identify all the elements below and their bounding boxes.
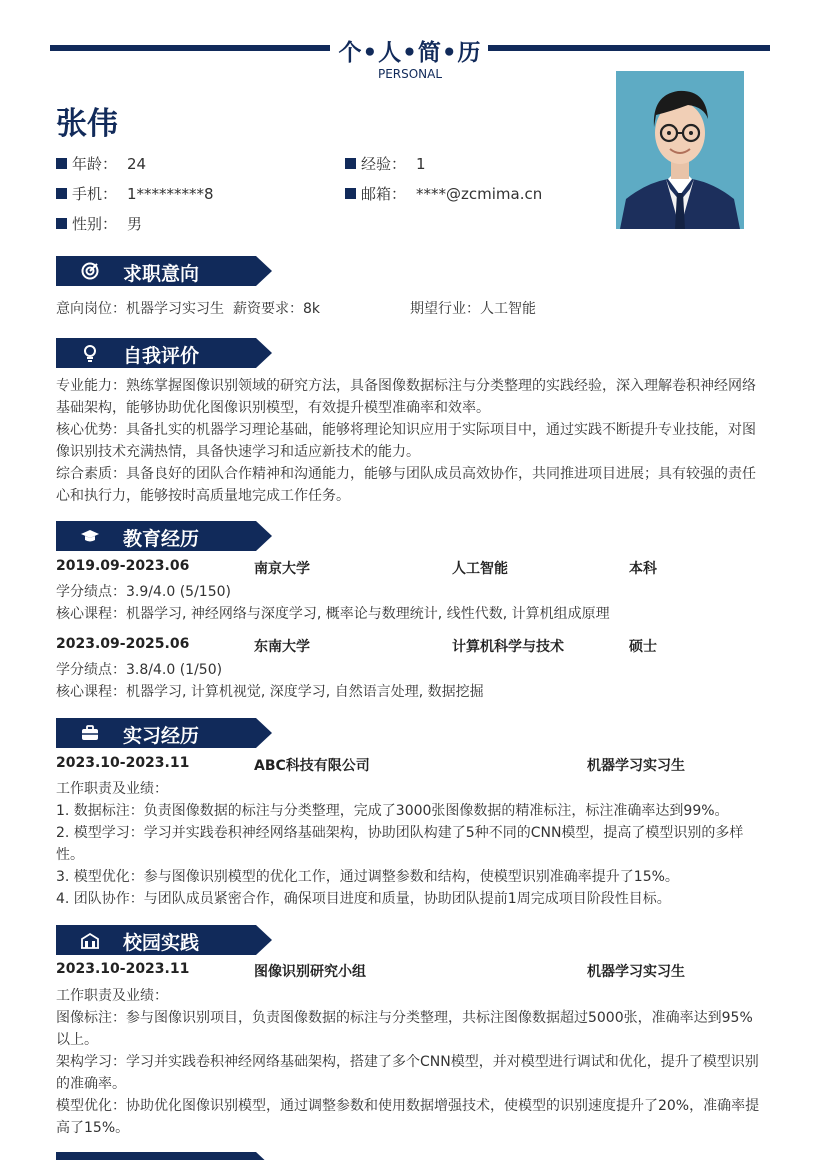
bullet-square-icon: [56, 218, 67, 229]
campus-duty-2: 架构学习：学习并实践卷积神经网络基础架构，搭建了多个CNN模型，并对模型进行调试和优化，提升了模型识别的准确率。: [56, 1054, 759, 1092]
edu-date: 2019.09-2023.06: [56, 558, 190, 574]
bulb-icon: [80, 343, 100, 363]
internship-duty-4: 4. 团队协作：与团队成员紧密合作，确保项目进度和质量，协助团队提前1周完成项目阶段性目标。: [56, 891, 671, 907]
edu-degree: 硕士: [629, 639, 657, 655]
internship-date: 2023.10-2023.11: [56, 755, 190, 771]
internship-duty-3: 3. 模型优化：参与图像识别模型的优化工作，通过调整参数和结构，使模型识别准确率提升了15%。: [56, 869, 679, 885]
bullet-square-icon: [56, 158, 67, 169]
bullet-square-icon: [345, 158, 356, 169]
candidate-name: 张伟: [56, 106, 118, 142]
email-label: 邮箱：: [361, 185, 407, 203]
campus-duties-label: 工作职责及业绩：: [56, 988, 168, 1004]
info-age: [56, 153, 146, 174]
education-row: [56, 558, 766, 580]
edu-major: 计算机科学与技术: [452, 639, 564, 655]
industry-label: 期望行业：: [410, 301, 480, 317]
section-title-internship: 实习经历: [123, 725, 200, 747]
edu-school: 南京大学: [254, 561, 310, 577]
info-gender: [56, 213, 142, 234]
age-label: 年龄：: [72, 155, 118, 173]
person-portrait-icon: [616, 71, 744, 229]
campus-row: [56, 961, 766, 983]
section-title-self-eval: 自我评价: [123, 345, 200, 367]
industry-value: 人工智能: [480, 301, 536, 317]
edu-courses: 核心课程：机器学习, 神经网络与深度学习, 概率论与数理统计, 线性代数, 计算机组成原理: [56, 606, 610, 622]
section-header-campus: [56, 925, 272, 955]
email-value: ****@zcmima.cn: [416, 184, 543, 203]
section-header-self-eval: [56, 338, 272, 368]
briefcase-icon: [80, 723, 100, 743]
position-label: 意向岗位：: [56, 301, 126, 317]
position-value: 机器学习实习生: [126, 301, 224, 317]
gender-value: 男: [127, 215, 143, 233]
section-header-education: [56, 521, 272, 551]
edu-date: 2023.09-2025.06: [56, 636, 190, 652]
section-title-intent: 求职意向: [123, 263, 200, 285]
internship-company: ABC科技有限公司: [254, 758, 370, 774]
age-value: 24: [127, 154, 147, 173]
internship-role: 机器学习实习生: [587, 758, 685, 774]
building-icon: [80, 930, 100, 950]
edu-gpa: 学分绩点：3.8/4.0 (1/50): [56, 662, 223, 678]
target-icon: [80, 261, 100, 281]
edu-gpa: 学分绩点：3.9/4.0 (5/150): [56, 584, 231, 600]
section-title-campus: 校园实践: [123, 932, 200, 954]
internship-duty-1: 1. 数据标注：负责图像数据的标注与分类整理，完成了3000张图像数据的精准标注，标注准确率达到99%。: [56, 803, 729, 819]
graduation-cap-icon: [80, 526, 100, 546]
resume-subtitle: PERSONAL: [377, 67, 443, 81]
phone-label: 手机：: [72, 185, 118, 203]
experience-label: 经验：: [361, 155, 407, 173]
edu-major: 人工智能: [452, 561, 508, 577]
campus-role: 机器学习实习生: [587, 964, 685, 980]
education-row: [56, 636, 766, 658]
salary-value: 8k: [303, 301, 321, 317]
self-eval-professional: 专业能力：熟练掌握图像识别领域的研究方法，具备图像数据标注与分类整理的实践经验，深入理解卷积神经网络基础架构，能够协助优化图像识别模型，有效提升模型准确率和效率。: [56, 378, 756, 416]
phone-value: 1*********8: [127, 184, 214, 203]
edu-courses: 核心课程：机器学习, 计算机视觉, 深度学习, 自然语言处理, 数据挖掘: [56, 684, 484, 700]
self-eval-advantages: 核心优势：具备扎实的机器学习理论基础，能够将理论知识应用于实际项目中，通过实践不断提升专业技能，对图像识别技术充满热情，具备快速学习和适应新技术的能力。: [56, 422, 756, 460]
section-header-intent: [56, 256, 272, 286]
internship-duties-label: 工作职责及业绩：: [56, 781, 168, 797]
section-header-internship: [56, 718, 272, 748]
info-phone: [56, 183, 214, 204]
bullet-square-icon: [345, 188, 356, 199]
info-experience: [345, 153, 426, 174]
edu-school: 东南大学: [254, 639, 310, 655]
section-header-next: [56, 1152, 272, 1160]
section-title-education: 教育经历: [123, 528, 200, 550]
edu-degree: 本科: [629, 561, 657, 577]
profile-photo: [616, 71, 744, 229]
campus-date: 2023.10-2023.11: [56, 961, 190, 977]
self-eval-qualities: 综合素质：具备良好的团队合作精神和沟通能力，能够与团队成员高效协作，共同推进项目进展；具有较强的责任心和执行力，能够按时高质量地完成工作任务。: [56, 466, 756, 504]
salary-label: 薪资要求：: [233, 301, 303, 317]
campus-org: 图像识别研究小组: [254, 964, 366, 980]
campus-duty-1: 图像标注：参与图像识别项目，负责图像数据的标注与分类整理，共标注图像数据超过5000张，准确率达到95%以上。: [56, 1010, 753, 1048]
internship-duty-2: 2. 模型学习：学习并实践卷积神经网络基础架构，协助团队构建了5种不同的CNN模型，提高了模型识别的多样性。: [56, 825, 744, 863]
gender-label: 性别：: [72, 215, 118, 233]
resume-title: 个•人•简•历: [338, 40, 482, 66]
campus-duty-3: 模型优化：协助优化图像识别模型，通过调整参数和使用数据增强技术，使模型的识别速度提升了20%，准确率提高了15%。: [56, 1098, 760, 1136]
bullet-square-icon: [56, 188, 67, 199]
internship-row: [56, 755, 766, 777]
experience-value: 1: [416, 154, 426, 173]
info-email: [345, 183, 542, 204]
